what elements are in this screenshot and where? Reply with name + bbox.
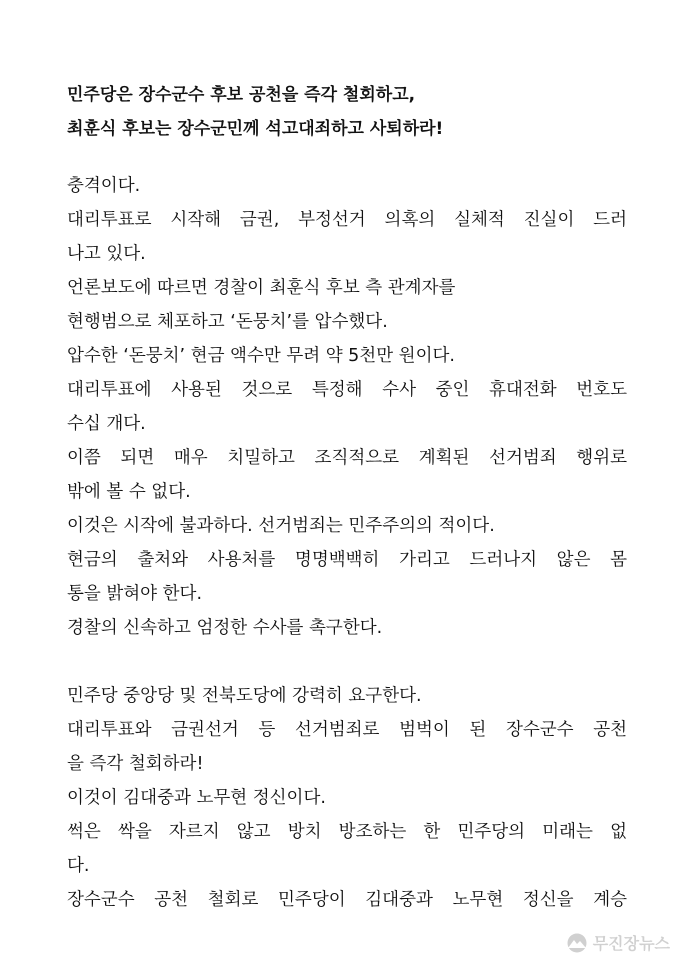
body-line: 대리투표로 시작해 금권, 부정선거 의혹의 실체적 진실이 드러: [67, 210, 627, 230]
body-line: 대리투표에 사용된 것으로 특정해 수사 중인 휴대전화 번호도: [67, 380, 627, 400]
body-line: 이것이 김대중과 노무현 정신이다.: [67, 788, 326, 808]
watermark: [564, 931, 670, 954]
body-line: 장수군수 공천 철회로 민주당이 김대중과 노무현 정신을 계승: [67, 890, 627, 910]
body-line: 경찰의 신속하고 엄정한 수사를 촉구한다.: [67, 618, 383, 638]
body-line: 수십 개다.: [67, 414, 146, 434]
body-line: 언론보도에 따르면 경찰이 최훈식 후보 측 관계자를: [67, 278, 456, 298]
body-line: 압수한 ‘돈뭉치’ 현금 액수만 무려 약 5천만 원이다.: [67, 346, 455, 366]
mountain-logo-icon: [564, 933, 590, 953]
body-line: 현금의 출처와 사용처를 명명백백히 가리고 드러나지 않은 몸: [67, 550, 627, 570]
paragraph-break: [67, 645, 627, 679]
body-line: 다.: [67, 856, 90, 876]
watermark-text: 무진장뉴스: [592, 934, 670, 953]
body-line: 을 즉각 철회하라!: [67, 754, 204, 774]
document-title: [67, 78, 627, 146]
body-line: 대리투표와 금권선거 등 선거범죄로 범벅이 된 장수군수 공천: [67, 720, 627, 740]
body-line: 나고 있다.: [67, 244, 146, 264]
title-line-2: 최훈식 후보는 장수군민께 석고대죄하고 사퇴하라!: [67, 119, 444, 139]
body-line: 밖에 볼 수 없다.: [67, 482, 191, 502]
body-line: 현행범으로 체포하고 ‘돈뭉치’를 압수했다.: [67, 312, 388, 332]
body-line: 충격이다.: [67, 176, 141, 196]
body-line: 썩은 싹을 자르지 않고 방치 방조하는 한 민주당의 미래는 없: [67, 822, 627, 842]
body-line: 통을 밝혀야 한다.: [67, 584, 203, 604]
title-line-1: 민주당은 장수군수 후보 공천을 즉각 철회하고,: [67, 85, 416, 105]
body-line: 이쯤 되면 매우 치밀하고 조직적으로 계획된 선거범죄 행위로: [67, 448, 627, 468]
body-line: 이것은 시작에 불과하다. 선거범죄는 민주주의의 적이다.: [67, 516, 495, 536]
document-body: [67, 169, 627, 917]
body-line: 민주당 중앙당 및 전북도당에 강력히 요구한다.: [67, 686, 422, 706]
